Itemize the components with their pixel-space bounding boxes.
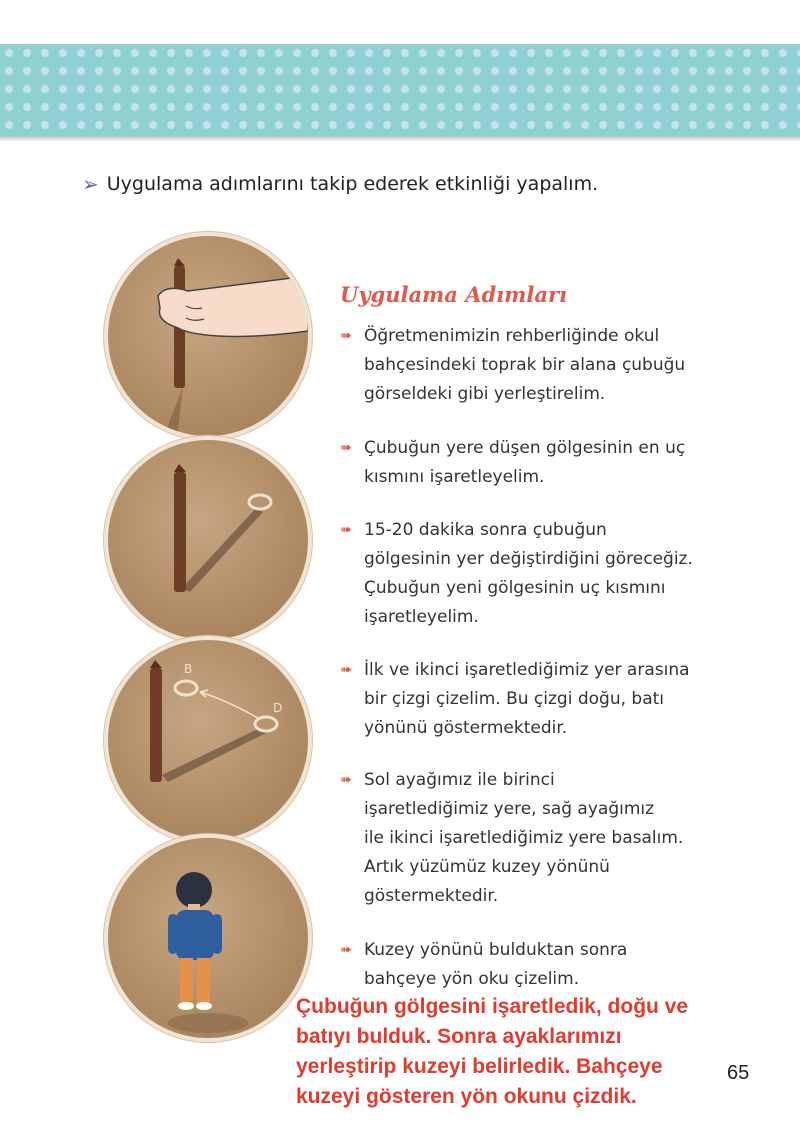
- step-text: İlk ve ikinci işaretlediğimiz yer arasına bir çizgi çizelim. Bu çizgi doğu, batı yönünü göstermektedir.: [364, 660, 690, 738]
- step-item: [340, 766, 720, 911]
- arrow-bullet-icon: ➠: [340, 942, 352, 958]
- step-item: [340, 322, 720, 409]
- header-band-shadow: [0, 136, 800, 142]
- east-label: D: [273, 701, 283, 715]
- handwritten-answer: Çubuğun gölgesini işaretledik, doğu ve batıyı bulduk. Sonra ayaklarımızı yerleştirip kuzeyi belirledik. Bahçeye kuzeyi gösteren yön okunu çizdik.: [296, 995, 689, 1108]
- illustration-child-facing-north: [108, 838, 308, 1038]
- step-item: [340, 434, 720, 492]
- decorative-header-band: [0, 44, 800, 136]
- step-item: [340, 936, 720, 994]
- instruction-line: [82, 172, 762, 196]
- page-number: 65: [727, 1062, 750, 1084]
- illustration-stick-placement: [108, 236, 308, 436]
- arrow-bullet-icon: ➠: [340, 662, 352, 678]
- arrow-right-icon: ➢: [82, 172, 99, 196]
- steps-title: Uygulama Adımları: [340, 282, 567, 307]
- west-label: B: [184, 662, 193, 676]
- step-text: Sol ayağımız ile birinci işaretlediğimiz yere, sağ ayağımız ile ikinci işaretlediğimiz yere basalım. Artık yüzümüz kuzey yönünü göstermektedir.: [364, 770, 684, 906]
- step-text: Çubuğun yere düşen gölgesinin en uç kısmını işaretleyelim.: [364, 438, 686, 487]
- step-text: Kuzey yönünü bulduktan sonra bahçeye yön oku çizelim.: [364, 940, 628, 989]
- arrow-bullet-icon: ➠: [340, 522, 352, 538]
- illustration-first-shadow: [108, 440, 308, 640]
- arrow-bullet-icon: ➠: [340, 440, 352, 456]
- arrow-bullet-icon: ➠: [340, 328, 352, 344]
- instruction-text: Uygulama adımlarını takip ederek etkinliği yapalım.: [106, 173, 599, 195]
- step-item: [340, 656, 720, 743]
- step-item: [340, 516, 720, 632]
- arrow-bullet-icon: ➠: [340, 772, 352, 788]
- illustration-east-west-line: [108, 640, 308, 840]
- step-text: Öğretmenimizin rehberliğinde okul bahçesindeki toprak bir alana çubuğu görseldeki gibi yerleştirelim.: [364, 326, 686, 404]
- step-text: 15-20 dakika sonra çubuğun gölgesinin yer değiştirdiğini göreceğiz. Çubuğun yeni gölgesinin uç kısmını işaretleyelim.: [364, 520, 693, 627]
